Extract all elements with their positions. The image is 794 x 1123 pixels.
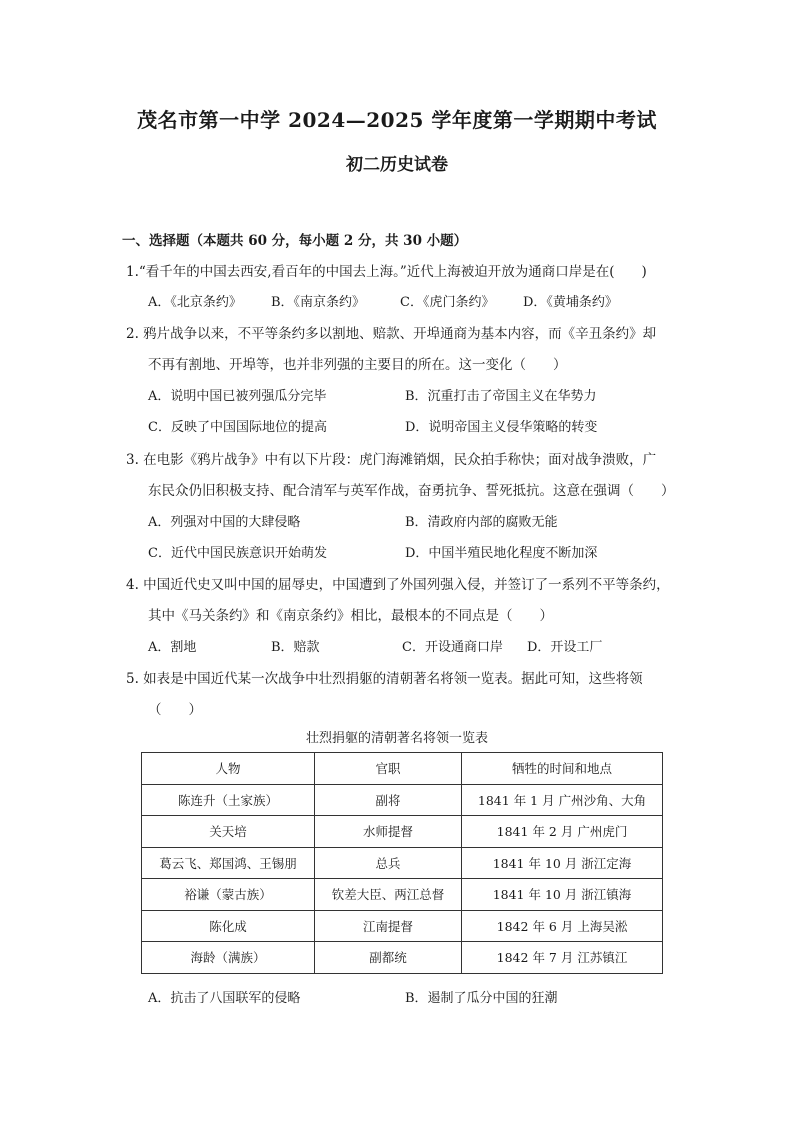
question-2-stem-line2: 不再有割地、开埠等，也并非列强的主要目的所在。这一变化（ ） [148, 357, 567, 373]
question-2-option-d: D．说明帝国主义侵华策略的转变 [405, 420, 598, 435]
exam-subtitle: 初二历史试卷 [346, 155, 448, 175]
question-3-option-b: B．清政府内部的腐败无能 [405, 515, 558, 530]
table-cell: 海龄（满族） [142, 942, 315, 974]
table-header-row [142, 753, 663, 785]
question-1-option-c: C．《虎门条约》 [400, 295, 495, 310]
table-cell: 陈连升（土家族） [142, 784, 315, 816]
table-header-cell: 官职 [315, 753, 462, 785]
question-4-option-d: D．开设工厂 [527, 640, 603, 655]
table-cell: 葛云飞、郑国鸿、王锡朋 [142, 847, 315, 879]
question-2-option-c: C．反映了中国国际地位的提高 [148, 420, 327, 435]
question-3-option-c: C．近代中国民族意识开始萌发 [148, 546, 327, 561]
table-header-cell: 人物 [142, 753, 315, 785]
table-cell: 水师提督 [315, 816, 462, 848]
table-cell: 1841 年 10 月 浙江定海 [462, 847, 663, 879]
question-3-stem-line1: 3. 在电影《鸦片战争》中有以下片段：虎门海滩销烟，民众拍手称快；面对战争溃败，广 [126, 452, 657, 468]
question-4-option-c: C．开设通商口岸 [402, 640, 503, 655]
table-row [142, 879, 663, 911]
table-cell: 陈化成 [142, 910, 315, 942]
table-row [142, 942, 663, 974]
exam-title: 茂名市第一中学 2024—2025 学年度第一学期期中考试 [137, 108, 657, 132]
question-1-option-d: D．《黄埔条约》 [523, 295, 618, 310]
table-header-cell: 牺牲的时间和地点 [462, 753, 663, 785]
question-5-stem-line1: 5. 如表是中国近代某一次战争中壮烈捐躯的清朝著名将领一览表。据此可知，这些将领 [126, 671, 643, 687]
question-5-option-a: A．抗击了八国联军的侵略 [148, 991, 301, 1006]
table-row [142, 847, 663, 879]
question-3-option-a: A．列强对中国的大肆侵略 [148, 515, 301, 530]
table-cell: 1842 年 7 月 江苏镇江 [462, 942, 663, 974]
question-4-stem-line1: 4. 中国近代史又叫中国的屈辱史，中国遭到了外国列强入侵，并签订了一系列不平等条约， [126, 577, 670, 593]
question-1-option-b: B．《南京条约》 [271, 295, 366, 310]
table-cell: 总兵 [315, 847, 462, 879]
table-cell: 1841 年 10 月 浙江镇海 [462, 879, 663, 911]
question-3-stem-line2: 东民众仍旧积极支持、配合清军与英军作战，奋勇抗争、誓死抵抗。这意在强调（ ） [148, 483, 675, 499]
table-row [142, 784, 663, 816]
table-cell: 关天培 [142, 816, 315, 848]
question-4-option-b: B．赔款 [271, 640, 320, 655]
table-row [142, 816, 663, 848]
table-cell: 1841 年 2 月 广州虎门 [462, 816, 663, 848]
question-1-stem: 1.“看千年的中国去西安,看百年的中国去上海。”近代上海被迫开放为通商口岸是在( ) [126, 264, 647, 280]
table-caption: 壮烈捐躯的清朝著名将领一览表 [305, 731, 488, 746]
question-1-option-a: A．《北京条约》 [148, 295, 242, 310]
table-cell: 江南提督 [315, 910, 462, 942]
question-2-stem-line1: 2. 鸦片战争以来，不平等条约多以割地、赔款、开埠通商为基本内容，而《辛丑条约》却 [126, 326, 657, 342]
question-5-option-b: B．遏制了瓜分中国的狂潮 [405, 991, 558, 1006]
table-row [142, 910, 663, 942]
question-2-option-a: A．说明中国已被列强瓜分完毕 [148, 389, 327, 404]
question-4-option-a: A．割地 [148, 640, 197, 655]
section-heading: 一、选择题（本题共 60 分，每小题 2 分，共 30 小题） [122, 233, 468, 249]
question-2-option-b: B．沉重打击了帝国主义在华势力 [405, 389, 597, 404]
table-cell: 副将 [315, 784, 462, 816]
table-cell: 钦差大臣、两江总督 [315, 879, 462, 911]
question-3-option-d: D．中国半殖民地化程度不断加深 [405, 546, 598, 561]
question-4-stem-line2: 其中《马关条约》和《南京条约》相比，最根本的不同点是（ ） [148, 608, 553, 624]
question-5-stem-line2: （ ） [148, 702, 202, 718]
table-cell: 副都统 [315, 942, 462, 974]
table-cell: 1841 年 1 月 广州沙角、大角 [462, 784, 663, 816]
generals-table [141, 752, 663, 974]
table-cell: 裕谦（蒙古族） [142, 879, 315, 911]
table-cell: 1842 年 6 月 上海吴淞 [462, 910, 663, 942]
